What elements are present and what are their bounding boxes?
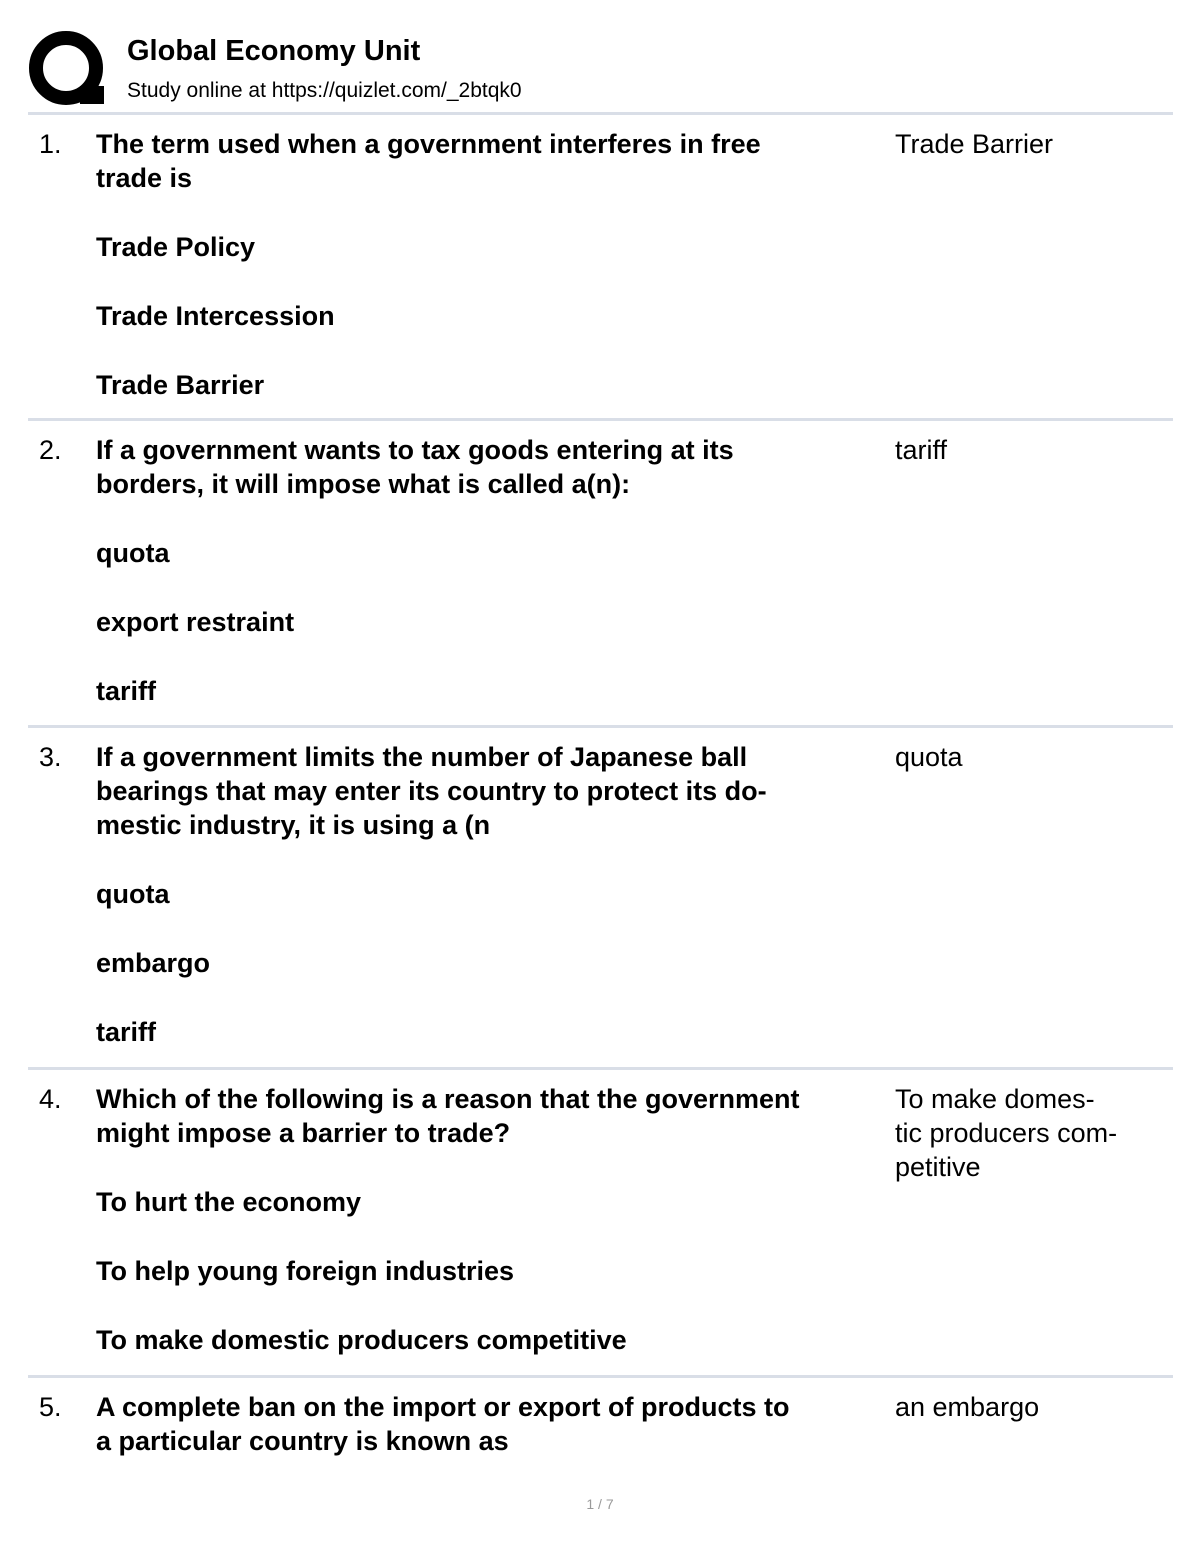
flashcard-2 [28, 421, 1173, 725]
card-question [96, 1082, 896, 1357]
answer-option: To help young foreign industries [96, 1256, 514, 1286]
card-question [96, 127, 894, 402]
card-question [96, 1390, 896, 1458]
answer-option: Trade Barrier [96, 370, 265, 400]
flashcard-1 [28, 115, 1173, 418]
answer-option: To hurt the economy [96, 1187, 362, 1217]
card-answer: Trade Barrier [895, 129, 1054, 159]
question-text: A complete ban on the import or export of products to a particular country is known as [96, 1392, 790, 1456]
study-link[interactable]: Study online at https://quizlet.com/_2btqk0 [127, 79, 522, 102]
question-text: Which of the following is a reason that the government might impose a barrier to trade? [96, 1084, 800, 1148]
card-answer: quota [895, 742, 963, 772]
answer-option: tariff [96, 676, 156, 706]
answer-option: Trade Policy [96, 232, 256, 262]
flashcard-4 [28, 1070, 1173, 1375]
card-number: 2. [39, 435, 62, 465]
flashcard-3 [28, 728, 1173, 1067]
question-text: If a government wants to tax goods entering at its borders, it will impose what is called a(n): [96, 435, 734, 499]
card-answer: tariff [895, 435, 948, 465]
page-indicator: 1 / 7 [586, 1496, 614, 1512]
page-header [28, 30, 1173, 112]
card-number: 5. [39, 1392, 62, 1422]
answer-option: To make domestic producers competitive [96, 1325, 627, 1355]
card-question [96, 433, 894, 708]
card-answer: an embargo [895, 1392, 1040, 1422]
card-number: 3. [39, 742, 62, 772]
answer-option: export restraint [96, 607, 295, 637]
answer-option: quota [96, 538, 170, 568]
card-number: 1. [39, 129, 62, 159]
card-answer: To make domes- tic producers com- petitive [895, 1084, 1118, 1182]
answer-option: Trade Intercession [96, 301, 335, 331]
quizlet-q-logo-icon [28, 30, 108, 108]
answer-option: embargo [96, 948, 211, 978]
answer-option: quota [96, 879, 170, 909]
set-title: Global Economy Unit [127, 35, 421, 67]
flashcard-5 [28, 1378, 1173, 1478]
card-question [96, 740, 894, 1049]
answer-option: tariff [96, 1017, 156, 1047]
question-text: If a government limits the number of Japanese ball bearings that may enter its country to protect its do- mestic industry, it is using a (n [96, 742, 767, 840]
card-number: 4. [39, 1084, 62, 1114]
question-text: The term used when a government interferes in free trade is [96, 129, 761, 193]
